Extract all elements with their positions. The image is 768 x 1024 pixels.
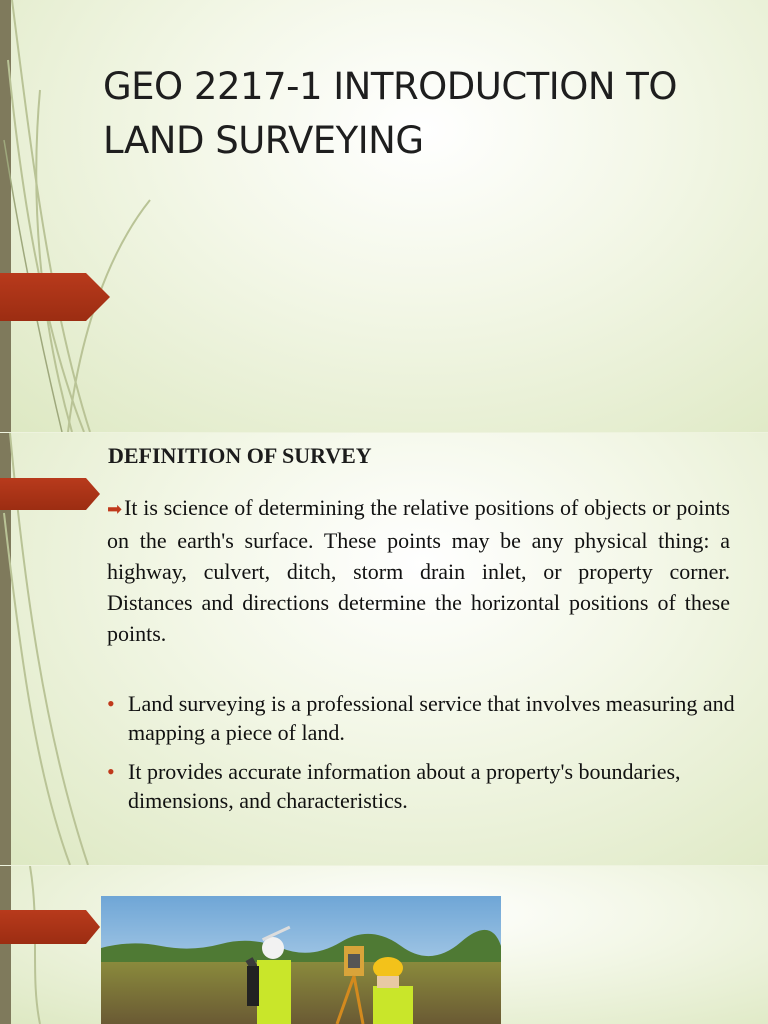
surveyors-photo (101, 896, 501, 1024)
section-heading: DEFINITION OF SURVEY (108, 443, 372, 468)
arrow-bullet-icon: ➡ (107, 499, 123, 519)
bullet-list (107, 689, 747, 825)
slide-title: GEO 2217-1 INTRODUCTION TO LAND SURVEYING (103, 65, 677, 162)
definition-paragraph (107, 492, 730, 649)
photo-slide (0, 866, 768, 1024)
red-arrow-tab (0, 910, 110, 944)
definition-slide (0, 433, 768, 865)
grass-blades-decoration (0, 866, 80, 1024)
definition-text: It is science of determining the relative positions of objects or points on the earth's surface. These points may be any physical thing: a highway, culvert, ditch, storm drain inlet, or property corner. Distances and directions determine the horizontal positions of these points. (107, 495, 730, 646)
list-item: • It provides accurate information about a property's boundaries, dimensions, and characteristics. (107, 759, 681, 813)
bullet-dot-icon: • (107, 691, 115, 716)
list-item: • Land surveying is a professional service that involves measuring and mapping a piece of land. (107, 691, 735, 745)
bullet-dot-icon: • (107, 759, 115, 784)
title-slide (0, 0, 768, 432)
